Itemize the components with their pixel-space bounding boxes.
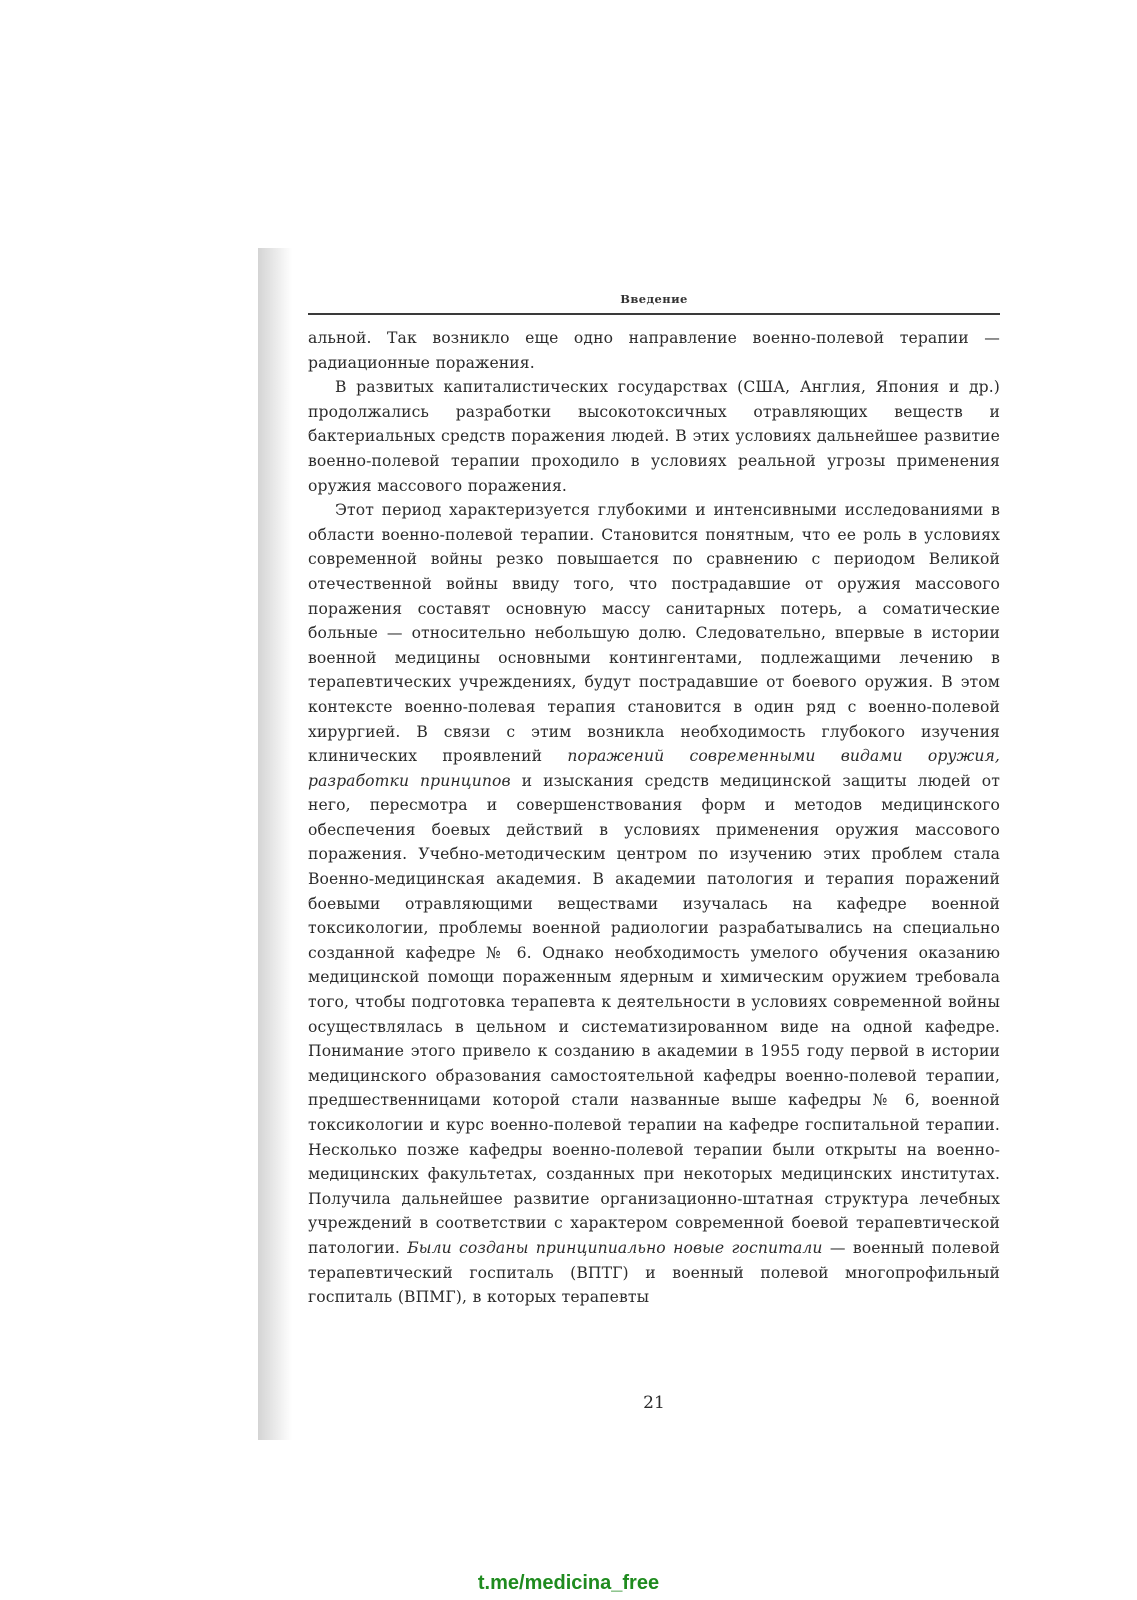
paragraph-continuation [308,326,1000,375]
paragraph-research-period [308,498,1000,1310]
header-rule [308,313,1000,315]
paragraph-capitalist-states [308,375,1000,498]
running-head: Введение [620,292,688,306]
page-number: 21 [643,1393,665,1413]
italic-text-run: поражений современными видами оружия, разработки принципов [308,747,1000,790]
text-run: Этот период характеризуется глубокими и интенсивными исследованиями в области военно-полевой терапии. Становится понятным, что ее роль в условиях современной войны резко повышается по сравнению с периодом Великой отечественной войны ввиду того, что пострадавшие от оружия массового поражения составят основную массу санитарных потерь, а соматические больные — относительно небольшую долю. Следовательно, впервые в истории военной медицины основными контингентами, подлежащими лечению в терапевтических учреждениях, будут пострадавшие от боевого оружия. В этом контексте военно-полевая терапия становится в один ряд с военно-полевой хирургией. В связи с этим возникла необходимость глубокого изучения клинических проявлений [308,501,1000,766]
text-run: В развитых капиталистических государствах (США, Англия, Япония и др.) продолжались разработки высокотоксичных отравляющих веществ и бактериальных средств поражения людей. В этих условиях дальнейшее развитие военно-полевой терапии проходило в условиях реальной угрозы применения оружия массового поражения. [308,378,1000,495]
scan-gutter-shadow [258,248,292,1440]
text-run: — военный полевой терапевтический госпиталь (ВПТГ) и военный полевой многопрофильный госпиталь (ВПМГ), в которых терапевты [308,1238,1000,1307]
telegram-watermark-link[interactable]: t.me/medicina_free [477,1572,660,1594]
text-run: и изыскания средств медицинской защиты людей от него, пересмотра и совершенствования форм и методов медицинского обеспечения боевых действий в условиях применения оружия массового поражения. Учебно-методическим центром по изучению этих проблем стала Военно-медицинская академия. В академии патология и терапия поражений боевыми отравляющими веществами изучалась на кафедре военной токсикологии, проблемы военной радиологии разрабатывались на специально созданной кафедре № 6. Однако необходимость умелого обучения оказанию медицинской помощи пораженным ядерным и химическим оружием требовала того, чтобы подготовка терапевта к деятельности в условиях современной войны осуществлялась в цельном и систематизированном виде на одной кафедре. Понимание этого привело к созданию в академии в 1955 году первой в истории медицинского образования самостоятельной кафедры военно-полевой терапии, предшественницами которой стали названные выше кафедры № 6, военной токсикологии и курс военно-полевой терапии на кафедре госпитальной терапии. Несколько позже кафедры военно-полевой терапии были открыты на военно-медицинских факультетах, созданных при некоторых медицинских институтах. Получила дальнейшее развитие организационно-штатная структура лечебных учреждений в соответствии с характером современной боевой терапевтической патологии. [308,771,1000,1257]
body-text [308,326,1000,1310]
book-page [308,290,1000,1413]
italic-text-run: Были созданы принципиально новые госпитали [407,1238,823,1257]
text-run: альной. Так возникло еще одно направление военно-полевой терапии — радиационные поражения. [308,329,1000,372]
